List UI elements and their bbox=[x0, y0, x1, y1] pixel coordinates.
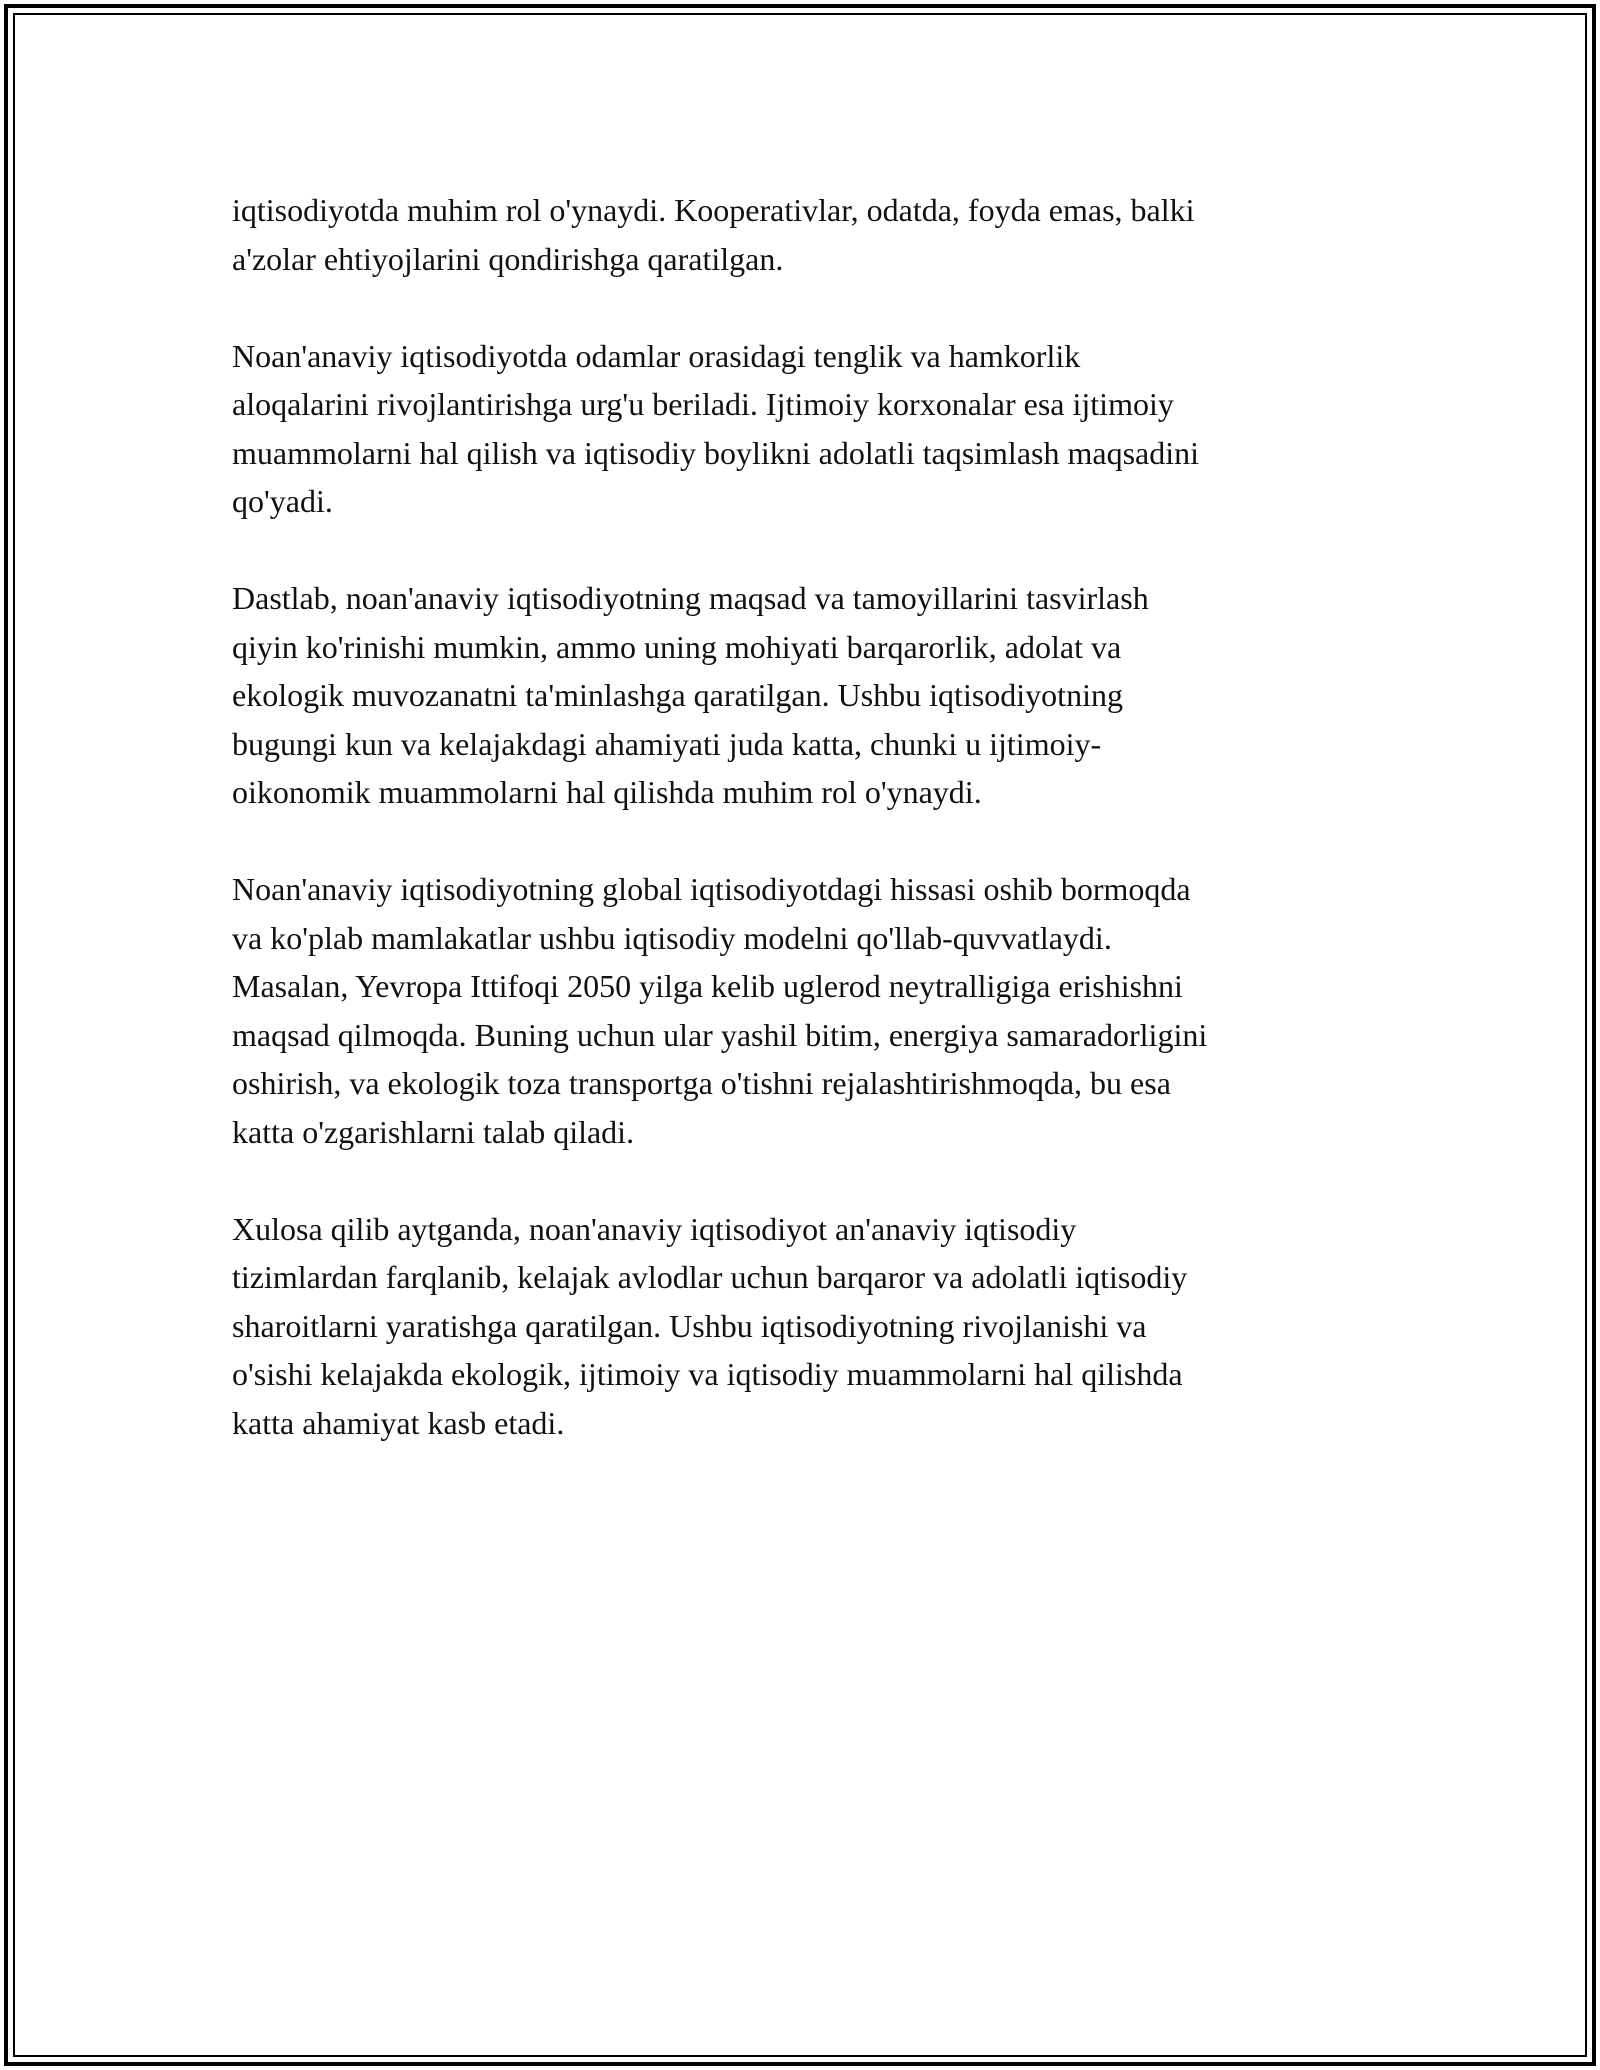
paragraph-4: Noan'anaviy iqtisodiyotning global iqtisodiyotdagi hissasi oshib bormoqda va ko'plab mamlakatlar ushbu iqtisodiy modelni qo'llab-quvvatlaydi. Masalan, Yevropa Ittifoqi 2050 yilga kelib uglerod neytralligiga erishishni maqsad qilmoqda. Buning uchun ular yashil bitim, energiya samaradorligini oshirish, va ekologik toza transportga o'tishni rejalashtirishmoqda, bu esa katta o'zgarishlarni talab qiladi. bbox=[232, 871, 1208, 1150]
paragraph-1: iqtisodiyotda muhim rol o'ynaydi. Kooperativlar, odatda, foyda emas, balki a'zolar ehtiyojlarini qondirishga qaratilgan. bbox=[232, 192, 1195, 277]
paragraph-2: Noan'anaviy iqtisodiyotda odamlar orasidagi tenglik va hamkorlik aloqalarini rivojlantirishga urg'u beriladi. Ijtimoiy korxonalar esa ijtimoiy muammolarni hal qilish va iqtisodiy boylikni adolatli taqsimlash maqsadini qo'yadi. bbox=[232, 337, 1199, 519]
paragraph-5: Xulosa qilib aytganda, noan'anaviy iqtisodiyot an'anaviy iqtisodiy tizimlardan farqlanib, kelajak avlodlar uchun barqaror va adolatli iqtisodiy sharoitlarni yaratishga qaratilgan. Ushbu iqtisodiyotning rivojlanishi va o'sishi kelajakda ekologik, ijtimoiy va iqtisodiy muammolarni hal qilishda katta ahamiyat kasb etadi. bbox=[232, 1210, 1188, 1441]
document-body bbox=[232, 186, 1362, 1496]
paragraph-3: Dastlab, noan'anaviy iqtisodiyotning maqsad va tamoyillarini tasvirlash qiyin ko'rinishi mumkin, ammo uning mohiyati barqarorlik, adolat va ekologik muvozanatni ta'minlashga qaratilgan. Ushbu iqtisodiyotning bugungi kun va kelajakdagi ahamiyati juda katta, chunki u ijtimoiy- oikonomik muammolarni hal qilishda muhim rol o'ynaydi. bbox=[232, 580, 1149, 810]
